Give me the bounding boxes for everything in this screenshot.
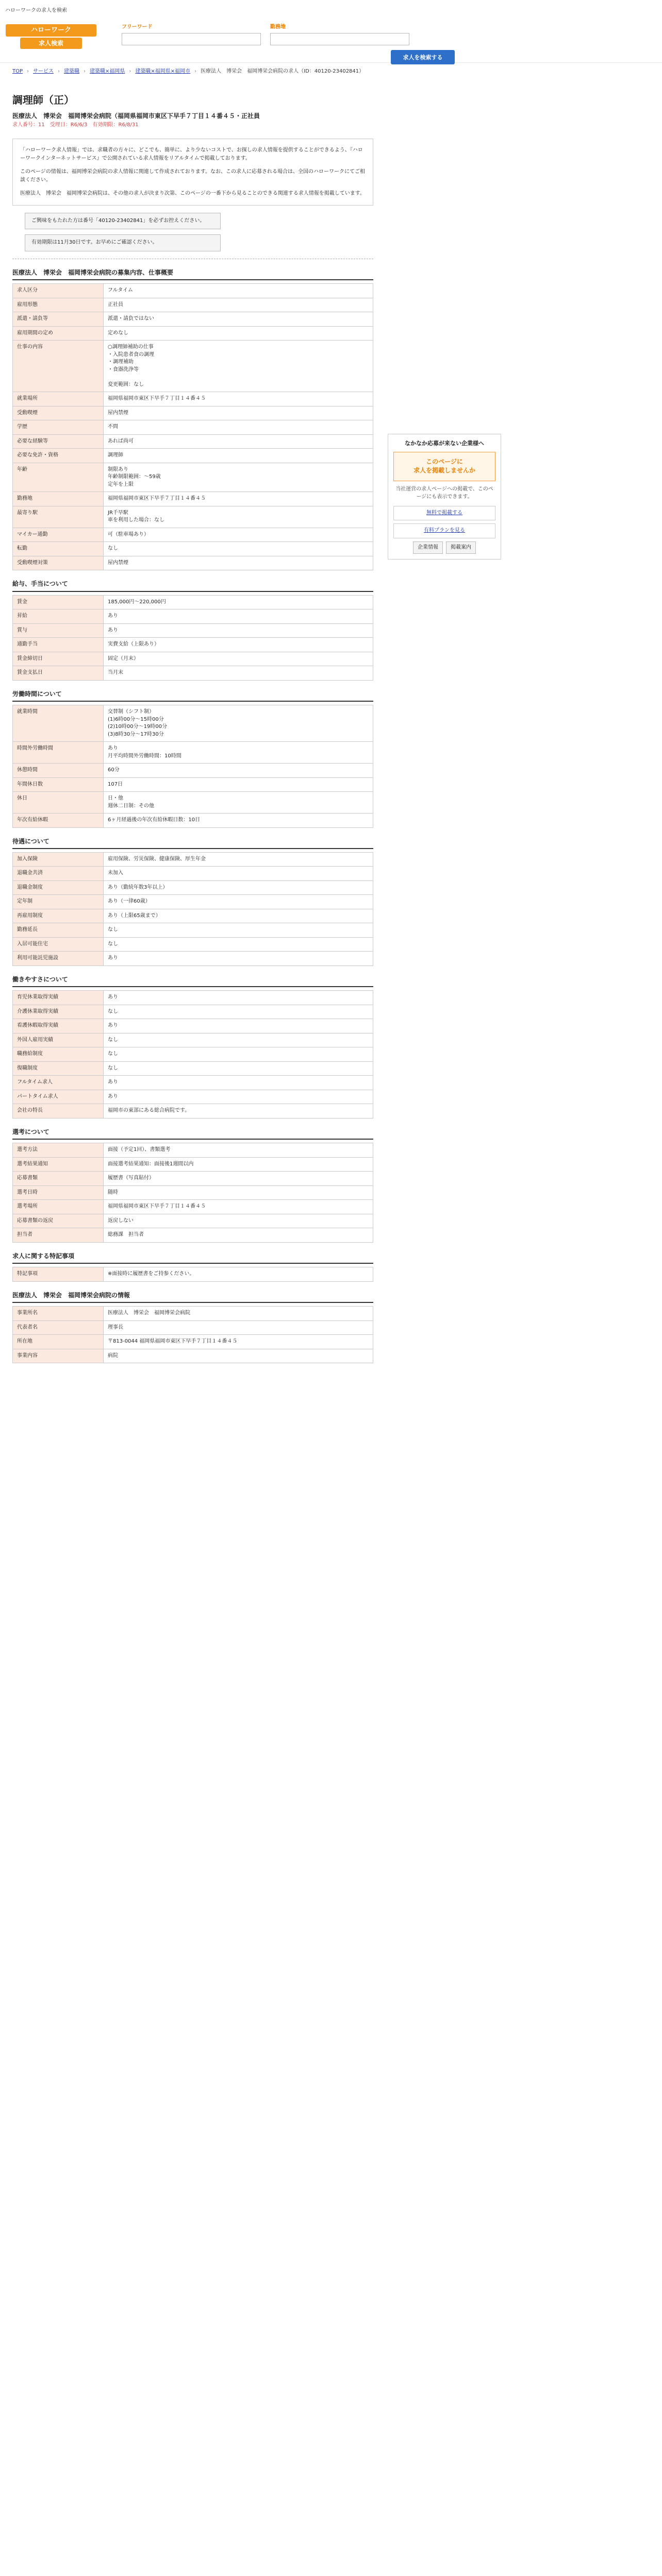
row-value: 理事長: [104, 1320, 373, 1335]
row-label: 雇用形態: [13, 298, 104, 312]
info-table: [12, 852, 373, 966]
row-label: 加入保険: [13, 852, 104, 867]
row-label: 利用可能託児施設: [13, 952, 104, 966]
info-table: [12, 1143, 373, 1243]
row-label: 特記事項: [13, 1267, 104, 1282]
intro-paragraph: このページの情報は、福岡博栄会病院の求人情報に関連して作成されております。なお、この求人に応募される場合は、全国のハローワークにてご相談ください。: [20, 168, 365, 183]
table-row: [13, 909, 373, 923]
sidebar-buttons: [393, 541, 495, 554]
row-value: 福岡県福岡市東区下早手７丁目１４番４５: [104, 392, 373, 406]
row-value: なし: [104, 542, 373, 556]
row-value: ○調理師補助の仕事 ・入院患者食の調理 ・調理補助 ・食器洗浄等 変更範囲：なし: [104, 341, 373, 392]
table-row: [13, 742, 373, 764]
row-label: 事業内容: [13, 1349, 104, 1363]
row-value: 履歴書（写真貼付）: [104, 1172, 373, 1186]
row-value: あり（上限65歳まで）: [104, 909, 373, 923]
row-value: 不問: [104, 420, 373, 435]
table-row: [13, 923, 373, 938]
table-row: [13, 991, 373, 1005]
table-row: [13, 1307, 373, 1321]
row-value: 6ヶ月経過後の年次有給休暇日数：10日: [104, 814, 373, 828]
breadcrumb-sep-icon: ›: [27, 69, 29, 74]
row-value: あり: [104, 952, 373, 966]
table-row: [13, 1104, 373, 1118]
table-row: [13, 284, 373, 298]
row-label: 選考結果通知: [13, 1157, 104, 1172]
table-row: [13, 652, 373, 666]
sidebar-question: なかなか応募が来ない企業様へ: [405, 440, 484, 447]
row-value: あり（勤続年数3年以上）: [104, 880, 373, 895]
row-value: なし: [104, 1047, 373, 1062]
table-row: [13, 556, 373, 570]
table-row: [13, 1228, 373, 1243]
row-value: 福岡県福岡市東区下早手７丁目１４番４５: [104, 1200, 373, 1214]
row-label: 選考場所: [13, 1200, 104, 1214]
row-label: 時間外労働時間: [13, 742, 104, 764]
row-value: フルタイム: [104, 284, 373, 298]
row-label: 受動喫煙: [13, 406, 104, 420]
row-label: 年次有給休暇: [13, 814, 104, 828]
row-label: 賃金: [13, 595, 104, 609]
row-label: 賃金締切日: [13, 652, 104, 666]
table-row: [13, 792, 373, 814]
breadcrumb-sep-icon: ›: [129, 69, 131, 74]
row-label: 年齢: [13, 463, 104, 492]
row-value: 60分: [104, 764, 373, 778]
table-row: [13, 867, 373, 881]
notice-id: ご興味をもたれた方は番号「40120-23402841」を必ずお控えください。: [25, 213, 221, 230]
table-row: [13, 623, 373, 638]
row-value: 当月末: [104, 666, 373, 681]
table-row: [13, 1157, 373, 1172]
notice-expiry: 有効期限は11月30日です。お早めにご確認ください。: [25, 234, 221, 251]
row-label: 賃金支払日: [13, 666, 104, 681]
row-value: 実費支給（上限あり）: [104, 638, 373, 652]
info-table: [12, 595, 373, 681]
row-label: 学歴: [13, 420, 104, 435]
area-input[interactable]: [270, 33, 409, 45]
row-value: あり: [104, 991, 373, 1005]
table-row: [13, 463, 373, 492]
breadcrumb-item[interactable]: 建築職×福岡県×福岡市: [135, 69, 191, 74]
intro-paragraph: 医療法人 博栄会 福岡博栄会病院は、その他の求人が決まり次第、このページの一番下から見ることのできる関連する求人情報を掲載しています。: [20, 190, 365, 196]
row-value: 可（駐車場あり）: [104, 528, 373, 542]
table-row: [13, 705, 373, 742]
row-label: パートタイム求人: [13, 1090, 104, 1104]
header-search: [122, 24, 409, 45]
row-label: 最寄り駅: [13, 506, 104, 528]
table-row: [13, 1172, 373, 1186]
row-value: あり: [104, 1019, 373, 1033]
breadcrumb-item[interactable]: 建築職×福岡県: [90, 69, 125, 74]
row-label: 昇給: [13, 609, 104, 624]
row-value: なし: [104, 1061, 373, 1076]
row-label: 就業場所: [13, 392, 104, 406]
row-label: 復職制度: [13, 1061, 104, 1076]
table-row: [13, 814, 373, 828]
company-info-button[interactable]: 企業情報: [413, 541, 443, 554]
row-label: 職務給制度: [13, 1047, 104, 1062]
breadcrumb-current: 医療法人 博栄会 福岡博栄会病院の求人（ID：40120-23402841）: [201, 69, 365, 74]
row-value: なし: [104, 1033, 373, 1047]
table-row: [13, 449, 373, 463]
row-value: あり: [104, 623, 373, 638]
row-value: 正社員: [104, 298, 373, 312]
row-value: 屋内禁煙: [104, 556, 373, 570]
row-label: 選考日時: [13, 1185, 104, 1200]
sidebar-card: [388, 434, 501, 560]
row-label: 勤務地: [13, 492, 104, 506]
breadcrumb-item[interactable]: サービス: [33, 69, 54, 74]
row-value: 面接（予定1回）、書類選考: [104, 1143, 373, 1158]
table-row: [13, 952, 373, 966]
sections-container: [12, 268, 373, 1363]
site-logo[interactable]: [5, 23, 97, 50]
site-header: [0, 18, 662, 63]
section-title: 医療法人 博栄会 福岡博栄会病院の募集内容、仕事概要: [12, 268, 373, 280]
keyword-label: フリーワード: [122, 24, 153, 30]
logo-line1: ハローワーク: [6, 24, 96, 37]
row-value: 107日: [104, 777, 373, 792]
table-row: [13, 880, 373, 895]
table-row: [13, 1019, 373, 1033]
row-value: 随時: [104, 1185, 373, 1200]
row-label: 転勤: [13, 542, 104, 556]
table-row: [13, 528, 373, 542]
table-row: [13, 609, 373, 624]
row-value: 派遣・請負ではない: [104, 312, 373, 327]
row-value: あり（一律60歳）: [104, 895, 373, 909]
row-value: なし: [104, 1005, 373, 1019]
row-label: 定年制: [13, 895, 104, 909]
info-table: [12, 283, 373, 570]
row-value: ※面接時に履歴書をご持参ください。: [104, 1267, 373, 1282]
row-label: 再雇用制度: [13, 909, 104, 923]
row-label: 所在地: [13, 1335, 104, 1349]
row-label: 必要な免許・資格: [13, 449, 104, 463]
row-label: 就業時間: [13, 705, 104, 742]
info-table: [12, 1267, 373, 1282]
company-name: 医療法人 博栄会 福岡博栄会病院（福岡県福岡市東区下早手７丁目１４番４５・正社員: [12, 112, 260, 120]
row-label: 仕事の内容: [13, 341, 104, 392]
table-row: [13, 1267, 373, 1282]
breadcrumb-sep-icon: ›: [194, 69, 197, 74]
row-label: 担当者: [13, 1228, 104, 1243]
row-value: 返戻しない: [104, 1214, 373, 1228]
table-row: [13, 1185, 373, 1200]
keyword-search-col: [122, 24, 261, 45]
table-row: [13, 506, 373, 528]
table-row: [13, 1061, 373, 1076]
row-value: 定めなし: [104, 326, 373, 341]
listing-guide-button[interactable]: 掲載案内: [446, 541, 476, 554]
table-row: [13, 666, 373, 681]
table-row: [13, 420, 373, 435]
row-label: 受動喫煙対策: [13, 556, 104, 570]
table-row: [13, 1047, 373, 1062]
area-search-col: [270, 24, 409, 45]
row-value: JR千早駅 車を利用した場合：なし: [104, 506, 373, 528]
row-label: 退職金制度: [13, 880, 104, 895]
table-row: [13, 1090, 373, 1104]
row-label: 看護休暇取得実績: [13, 1019, 104, 1033]
info-table: [12, 1306, 373, 1363]
row-label: 退職金共済: [13, 867, 104, 881]
row-value: 固定（月末）: [104, 652, 373, 666]
info-table: [12, 705, 373, 828]
breadcrumb: [0, 63, 662, 81]
row-value: 調理師: [104, 449, 373, 463]
row-label: 代表者名: [13, 1320, 104, 1335]
table-row: [13, 1349, 373, 1363]
row-label: マイカー通勤: [13, 528, 104, 542]
keyword-input[interactable]: [122, 33, 261, 45]
row-label: 必要な経験等: [13, 434, 104, 449]
table-row: [13, 1335, 373, 1349]
table-row: [13, 312, 373, 327]
row-value: 面接選考結果通知：面接後1週間以内: [104, 1157, 373, 1172]
table-row: [13, 1033, 373, 1047]
row-label: 派遣・請負等: [13, 312, 104, 327]
row-label: 会社の特長: [13, 1104, 104, 1118]
row-value: 制限あり 年齢制限範囲：〜59歳 定年を上限: [104, 463, 373, 492]
row-value: 日・他 週休二日制：その他: [104, 792, 373, 814]
row-value: あり: [104, 1076, 373, 1090]
row-value: 総務課 担当者: [104, 1228, 373, 1243]
logo-line2: 求人検索: [20, 38, 82, 49]
section-title: 労働時間について: [12, 690, 373, 702]
table-row: [13, 638, 373, 652]
row-label: 事業所名: [13, 1307, 104, 1321]
row-value: あり: [104, 609, 373, 624]
row-label: 外国人雇用実績: [13, 1033, 104, 1047]
table-row: [13, 326, 373, 341]
area-label: 勤務地: [270, 24, 286, 30]
section-title: 待遇について: [12, 837, 373, 849]
row-value: 福岡市の東部にある総合病院です。: [104, 1104, 373, 1118]
table-row: [13, 406, 373, 420]
row-label: 介護休業取得実績: [13, 1005, 104, 1019]
info-table: [12, 990, 373, 1118]
breadcrumb-item[interactable]: 建築職: [64, 69, 80, 74]
row-value: 雇用保険、労災保険、健康保険、厚生年金: [104, 852, 373, 867]
row-label: 休憩時間: [13, 764, 104, 778]
section-title: 働きやすさについて: [12, 975, 373, 987]
job-title: 調理師（正）: [12, 94, 74, 106]
table-row: [13, 492, 373, 506]
row-value: あれば尚可: [104, 434, 373, 449]
job-meta: 求人番号：11 受理日：R6/6/3 有効期限：R6/8/31: [12, 122, 139, 128]
breadcrumb-sep-icon: ›: [58, 69, 60, 74]
table-row: [13, 1214, 373, 1228]
row-label: 賞与: [13, 623, 104, 638]
row-label: 育児休業取得実績: [13, 991, 104, 1005]
row-label: フルタイム求人: [13, 1076, 104, 1090]
row-value: あり: [104, 1090, 373, 1104]
row-value: 交替制（シフト制） (1)6時00分〜15時00分 (2)10時00分〜19時00分 (3)8時30分〜17時30分: [104, 705, 373, 742]
search-button[interactable]: 求人を検索する: [391, 50, 455, 64]
table-row: [13, 595, 373, 609]
row-value: 未加入: [104, 867, 373, 881]
breadcrumb-sep-icon: ›: [84, 69, 86, 74]
table-row: [13, 1076, 373, 1090]
row-label: 選考方法: [13, 1143, 104, 1158]
table-row: [13, 1320, 373, 1335]
breadcrumb-item[interactable]: TOP: [12, 69, 23, 74]
sidebar-promo-box: このページに 求人を掲載しませんか: [393, 452, 495, 481]
row-value: 福岡県福岡市東区下早手７丁目１４番４５: [104, 492, 373, 506]
table-row: [13, 392, 373, 406]
top-breadcrumb-text: ハローワークの求人を検索: [5, 8, 67, 13]
row-value: なし: [104, 937, 373, 952]
row-label: 応募書類: [13, 1172, 104, 1186]
table-row: [13, 1005, 373, 1019]
row-label: 通勤手当: [13, 638, 104, 652]
sidebar: [388, 434, 501, 560]
row-value: 〒813-0044 福岡県福岡市東区下早手７丁目１４番４５: [104, 1335, 373, 1349]
table-row: [13, 777, 373, 792]
row-value: 屋内禁煙: [104, 406, 373, 420]
table-row: [13, 1200, 373, 1214]
row-value: あり 月平均時間外労働時間：10時間: [104, 742, 373, 764]
intro-paragraph: 「ハローワーク求人情報」では、求職者の方々に、どこでも、簡単に、より少ないコストで、お探しの求人情報を提供することができるよう、『ハローワークインターネットサービス』で公開されている求人情報をリアルタイムで掲載しております。: [20, 147, 363, 161]
sidebar-link-paid[interactable]: 有料プランを見る: [393, 523, 495, 538]
row-label: 求人区分: [13, 284, 104, 298]
sidebar-desc: 当社運営の求人ページへの掲載で、このページにも表示できます。: [395, 486, 493, 500]
row-label: 雇用期間の定め: [13, 326, 104, 341]
row-label: 勤務延長: [13, 923, 104, 938]
row-value: 病院: [104, 1349, 373, 1363]
section-title: 医療法人 博栄会 福岡博栄会病院の情報: [12, 1291, 373, 1303]
row-label: 入居可能住宅: [13, 937, 104, 952]
row-value: 185,000円〜220,000円: [104, 595, 373, 609]
row-value: なし: [104, 923, 373, 938]
row-value: 医療法人 博栄会 福岡博栄会病院: [104, 1307, 373, 1321]
table-row: [13, 298, 373, 312]
table-row: [13, 542, 373, 556]
table-row: [13, 341, 373, 392]
sidebar-link-free[interactable]: 無料で掲載する: [393, 506, 495, 521]
table-row: [13, 434, 373, 449]
table-row: [13, 852, 373, 867]
row-label: 応募書類の返戻: [13, 1214, 104, 1228]
table-row: [13, 895, 373, 909]
table-row: [13, 1143, 373, 1158]
table-row: [13, 764, 373, 778]
intro-box: [12, 139, 373, 206]
section-title: 給与、手当について: [12, 580, 373, 591]
main-content: [12, 93, 373, 1363]
section-title: 求人に関する特記事項: [12, 1252, 373, 1264]
section-title: 選考について: [12, 1128, 373, 1140]
row-label: 年間休日数: [13, 777, 104, 792]
table-row: [13, 937, 373, 952]
row-label: 休日: [13, 792, 104, 814]
